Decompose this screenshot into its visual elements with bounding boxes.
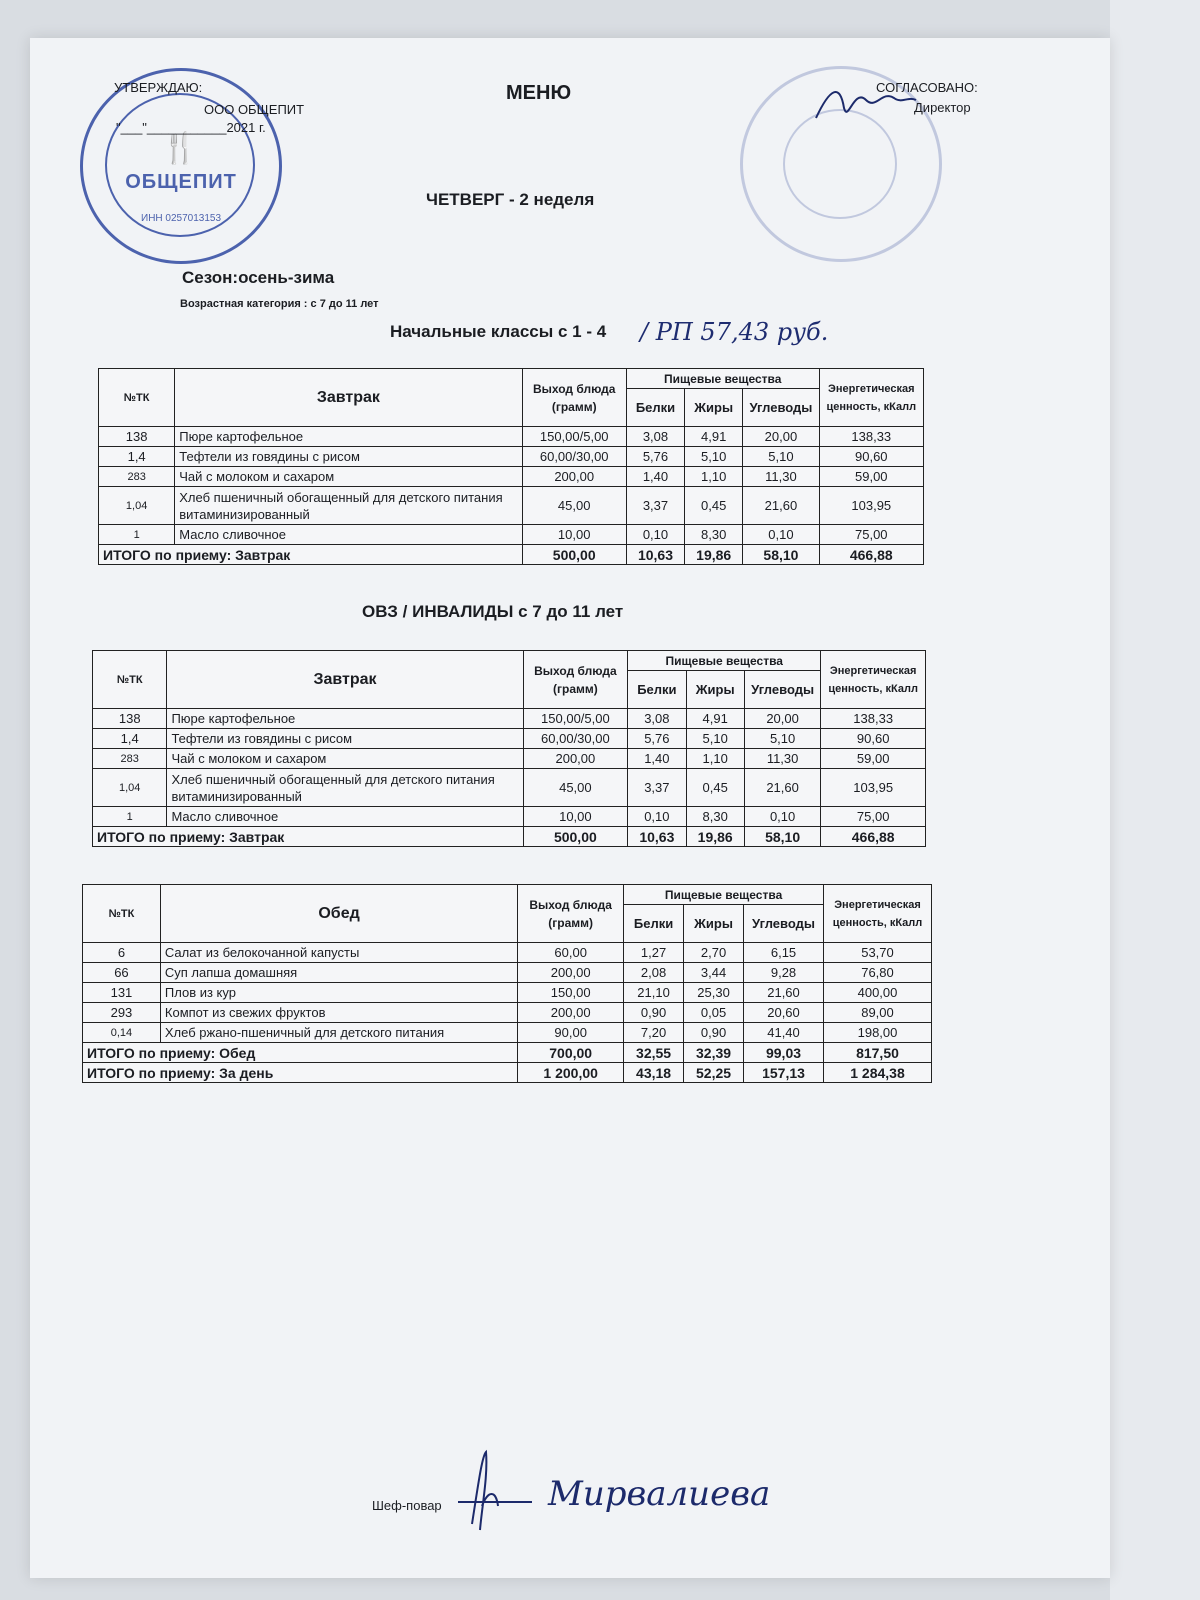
agreed-label: СОГЛАСОВАНО: <box>876 80 978 95</box>
total-row <box>83 1063 932 1083</box>
value-yield: 10,00 <box>523 807 628 827</box>
total-f: 19,86 <box>685 545 743 565</box>
col-header-energy: Энергетическая ценность, кКалл <box>824 885 932 943</box>
value-yield: 90,00 <box>518 1023 624 1043</box>
col-header-proteins: Белки <box>624 905 684 943</box>
value-c: 20,00 <box>744 709 820 729</box>
value-f: 2,70 <box>684 943 744 963</box>
value-f: 1,10 <box>686 749 744 769</box>
col-header-yield: Выход блюда (грамм) <box>522 369 626 427</box>
tk-number: 131 <box>83 983 161 1003</box>
lunch-table-ovz <box>82 884 932 1083</box>
dish-name: Масло сливочное <box>167 807 523 827</box>
col-header-energy: Энергетическая ценность, кКалл <box>821 651 926 709</box>
table-row <box>83 1023 932 1043</box>
tk-number: 1,4 <box>99 447 175 467</box>
value-f: 3,44 <box>684 963 744 983</box>
value-yield: 150,00/5,00 <box>523 709 628 729</box>
value-f: 1,10 <box>685 467 743 487</box>
dish-name: Плов из кур <box>160 983 517 1003</box>
total-f: 19,86 <box>686 827 744 847</box>
value-e: 90,60 <box>819 447 923 467</box>
value-yield: 60,00/30,00 <box>523 729 628 749</box>
table-row <box>93 709 926 729</box>
value-f: 4,91 <box>685 427 743 447</box>
total-label: ИТОГО по приему: Завтрак <box>93 827 524 847</box>
value-p: 1,40 <box>628 749 686 769</box>
total-row <box>99 545 924 565</box>
total-row <box>83 1043 932 1063</box>
value-p: 3,08 <box>626 427 684 447</box>
total-c: 58,10 <box>743 545 819 565</box>
director-label: Директор <box>914 100 971 115</box>
dish-name: Пюре картофельное <box>167 709 523 729</box>
total-p: 43,18 <box>624 1063 684 1083</box>
value-p: 21,10 <box>624 983 684 1003</box>
col-header-yield: Выход блюда (грамм) <box>518 885 624 943</box>
value-f: 5,10 <box>686 729 744 749</box>
value-f: 8,30 <box>686 807 744 827</box>
total-yield: 500,00 <box>522 545 626 565</box>
total-p: 32,55 <box>624 1043 684 1063</box>
value-c: 9,28 <box>744 963 824 983</box>
total-f: 32,39 <box>684 1043 744 1063</box>
value-yield: 200,00 <box>518 1003 624 1023</box>
total-c: 157,13 <box>744 1063 824 1083</box>
chef-signature-text: Мирвалиева <box>548 1474 771 1514</box>
total-e: 466,88 <box>819 545 923 565</box>
col-header-energy: Энергетическая ценность, кКалл <box>819 369 923 427</box>
stamp-org-name: ОБЩЕПИТ <box>125 171 237 193</box>
value-yield: 60,00 <box>518 943 624 963</box>
total-yield: 700,00 <box>518 1043 624 1063</box>
value-c: 0,10 <box>743 525 819 545</box>
background-surface <box>1110 0 1200 1600</box>
table-row <box>99 467 924 487</box>
dish-name: Масло сливочное <box>175 525 522 545</box>
dish-name: Чай с молоком и сахаром <box>175 467 522 487</box>
approved-date: "___"___________2021 г. <box>116 120 266 135</box>
value-yield: 45,00 <box>523 769 628 807</box>
tk-number: 6 <box>83 943 161 963</box>
table-row <box>99 447 924 467</box>
table-row <box>93 749 926 769</box>
value-p: 5,76 <box>628 729 686 749</box>
total-label: ИТОГО по приему: Обед <box>83 1043 518 1063</box>
value-p: 7,20 <box>624 1023 684 1043</box>
value-e: 103,95 <box>819 487 923 525</box>
tk-number: 1 <box>93 807 167 827</box>
value-c: 21,60 <box>743 487 819 525</box>
table-row <box>99 525 924 545</box>
value-p: 1,27 <box>624 943 684 963</box>
value-f: 25,30 <box>684 983 744 1003</box>
col-header-meal: Завтрак <box>175 369 522 427</box>
col-header-nutrients: Пищевые вещества <box>628 651 821 671</box>
value-p: 0,10 <box>628 807 686 827</box>
value-c: 6,15 <box>744 943 824 963</box>
table-row <box>83 943 932 963</box>
total-p: 10,63 <box>628 827 686 847</box>
col-header-carbs: Углеводы <box>744 905 824 943</box>
total-yield: 1 200,00 <box>518 1063 624 1083</box>
total-label: ИТОГО по приему: За день <box>83 1063 518 1083</box>
col-header-meal: Обед <box>160 885 517 943</box>
table-row <box>99 427 924 447</box>
col-header-tk: №ТК <box>83 885 161 943</box>
value-p: 1,40 <box>626 467 684 487</box>
classes-label: Начальные классы с 1 - 4 <box>390 322 607 341</box>
tk-number: 138 <box>99 427 175 447</box>
value-c: 20,00 <box>743 427 819 447</box>
col-header-fats: Жиры <box>684 905 744 943</box>
value-p: 0,10 <box>626 525 684 545</box>
season-label: Сезон:осень-зима <box>182 268 335 287</box>
col-header-yield: Выход блюда (грамм) <box>523 651 628 709</box>
col-header-proteins: Белки <box>628 671 686 709</box>
value-f: 8,30 <box>685 525 743 545</box>
total-label: ИТОГО по приему: Завтрак <box>99 545 523 565</box>
tk-number: 283 <box>93 749 167 769</box>
col-header-tk: №ТК <box>99 369 175 427</box>
dish-name: Хлеб пшеничный обогащенный для детского питания витаминизированный <box>175 487 522 525</box>
value-c: 21,60 <box>744 769 820 807</box>
value-e: 89,00 <box>824 1003 932 1023</box>
table-row <box>99 487 924 525</box>
dish-name: Салат из белокочанной капусты <box>160 943 517 963</box>
tk-number: 1,04 <box>93 769 167 807</box>
section-title-ovz: ОВЗ / ИНВАЛИДЫ с 7 до 11 лет <box>362 602 624 621</box>
value-e: 138,33 <box>819 427 923 447</box>
value-yield: 60,00/30,00 <box>522 447 626 467</box>
value-f: 0,90 <box>684 1023 744 1043</box>
total-e: 466,88 <box>821 827 926 847</box>
tk-number: 1 <box>99 525 175 545</box>
value-e: 59,00 <box>819 467 923 487</box>
value-e: 400,00 <box>824 983 932 1003</box>
total-e: 1 284,38 <box>824 1063 932 1083</box>
dish-name: Хлеб ржано-пшеничный для детского питания <box>160 1023 517 1043</box>
table-row <box>93 807 926 827</box>
dish-name: Компот из свежих фруктов <box>160 1003 517 1023</box>
tk-number: 138 <box>93 709 167 729</box>
col-header-meal: Завтрак <box>167 651 523 709</box>
value-e: 198,00 <box>824 1023 932 1043</box>
col-header-nutrients: Пищевые вещества <box>626 369 819 389</box>
value-c: 41,40 <box>744 1023 824 1043</box>
table-row <box>93 729 926 749</box>
table-row <box>83 1003 932 1023</box>
breakfast-table-ovz <box>92 650 926 847</box>
tk-number: 1,4 <box>93 729 167 749</box>
director-signature <box>810 78 920 128</box>
cutlery-icon: 🍴 <box>161 132 199 165</box>
value-p: 3,37 <box>626 487 684 525</box>
dish-name: Суп лапша домашняя <box>160 963 517 983</box>
value-e: 90,60 <box>821 729 926 749</box>
handwritten-price: / РП 57,43 руб. <box>640 318 829 346</box>
value-f: 5,10 <box>685 447 743 467</box>
approved-org: ООО ОБЩЕПИТ <box>204 102 305 117</box>
total-p: 10,63 <box>626 545 684 565</box>
col-header-carbs: Углеводы <box>744 671 820 709</box>
table-row <box>83 983 932 1003</box>
table-row <box>83 963 932 983</box>
value-c: 21,60 <box>744 983 824 1003</box>
breakfast-table-primary <box>98 368 924 565</box>
total-c: 58,10 <box>744 827 820 847</box>
page-title: МЕНЮ <box>506 82 572 104</box>
value-e: 138,33 <box>821 709 926 729</box>
dish-name: Чай с молоком и сахаром <box>167 749 523 769</box>
value-c: 11,30 <box>743 467 819 487</box>
tk-number: 0,14 <box>83 1023 161 1043</box>
value-yield: 45,00 <box>522 487 626 525</box>
dish-name: Хлеб пшеничный обогащенный для детского питания витаминизированный <box>167 769 523 807</box>
value-p: 3,08 <box>628 709 686 729</box>
table-row <box>93 769 926 807</box>
value-c: 11,30 <box>744 749 820 769</box>
dish-name: Тефтели из говядины с рисом <box>175 447 522 467</box>
value-c: 0,10 <box>744 807 820 827</box>
value-e: 59,00 <box>821 749 926 769</box>
value-p: 3,37 <box>628 769 686 807</box>
dish-name: Пюре картофельное <box>175 427 522 447</box>
value-e: 76,80 <box>824 963 932 983</box>
value-yield: 200,00 <box>523 749 628 769</box>
value-p: 0,90 <box>624 1003 684 1023</box>
chef-label: Шеф-повар <box>372 1498 442 1513</box>
total-c: 99,03 <box>744 1043 824 1063</box>
value-c: 5,10 <box>743 447 819 467</box>
value-c: 5,10 <box>744 729 820 749</box>
value-e: 75,00 <box>819 525 923 545</box>
day-title: ЧЕТВЕРГ - 2 неделя <box>426 190 595 209</box>
value-yield: 150,00 <box>518 983 624 1003</box>
value-p: 5,76 <box>626 447 684 467</box>
total-yield: 500,00 <box>523 827 628 847</box>
total-e: 817,50 <box>824 1043 932 1063</box>
col-header-nutrients: Пищевые вещества <box>624 885 824 905</box>
tk-number: 283 <box>99 467 175 487</box>
value-e: 103,95 <box>821 769 926 807</box>
value-yield: 150,00/5,00 <box>522 427 626 447</box>
value-e: 53,70 <box>824 943 932 963</box>
value-yield: 200,00 <box>522 467 626 487</box>
age-category: Возрастная категория : с 7 до 11 лет <box>180 298 379 310</box>
value-e: 75,00 <box>821 807 926 827</box>
dish-name: Тефтели из говядины с рисом <box>167 729 523 749</box>
stamp-inn: ИНН 0257013153 <box>141 213 222 224</box>
value-f: 0,45 <box>685 487 743 525</box>
value-c: 20,60 <box>744 1003 824 1023</box>
tk-number: 293 <box>83 1003 161 1023</box>
approved-label: УТВЕРЖДАЮ: <box>114 80 203 95</box>
total-row <box>93 827 926 847</box>
col-header-fats: Жиры <box>685 389 743 427</box>
col-header-proteins: Белки <box>626 389 684 427</box>
value-yield: 200,00 <box>518 963 624 983</box>
col-header-carbs: Углеводы <box>743 389 819 427</box>
value-f: 4,91 <box>686 709 744 729</box>
tk-number: 66 <box>83 963 161 983</box>
col-header-tk: №ТК <box>93 651 167 709</box>
value-f: 0,45 <box>686 769 744 807</box>
organization-stamp <box>80 68 282 264</box>
total-f: 52,25 <box>684 1063 744 1083</box>
col-header-fats: Жиры <box>686 671 744 709</box>
value-f: 0,05 <box>684 1003 744 1023</box>
value-p: 2,08 <box>624 963 684 983</box>
tk-number: 1,04 <box>99 487 175 525</box>
value-yield: 10,00 <box>522 525 626 545</box>
